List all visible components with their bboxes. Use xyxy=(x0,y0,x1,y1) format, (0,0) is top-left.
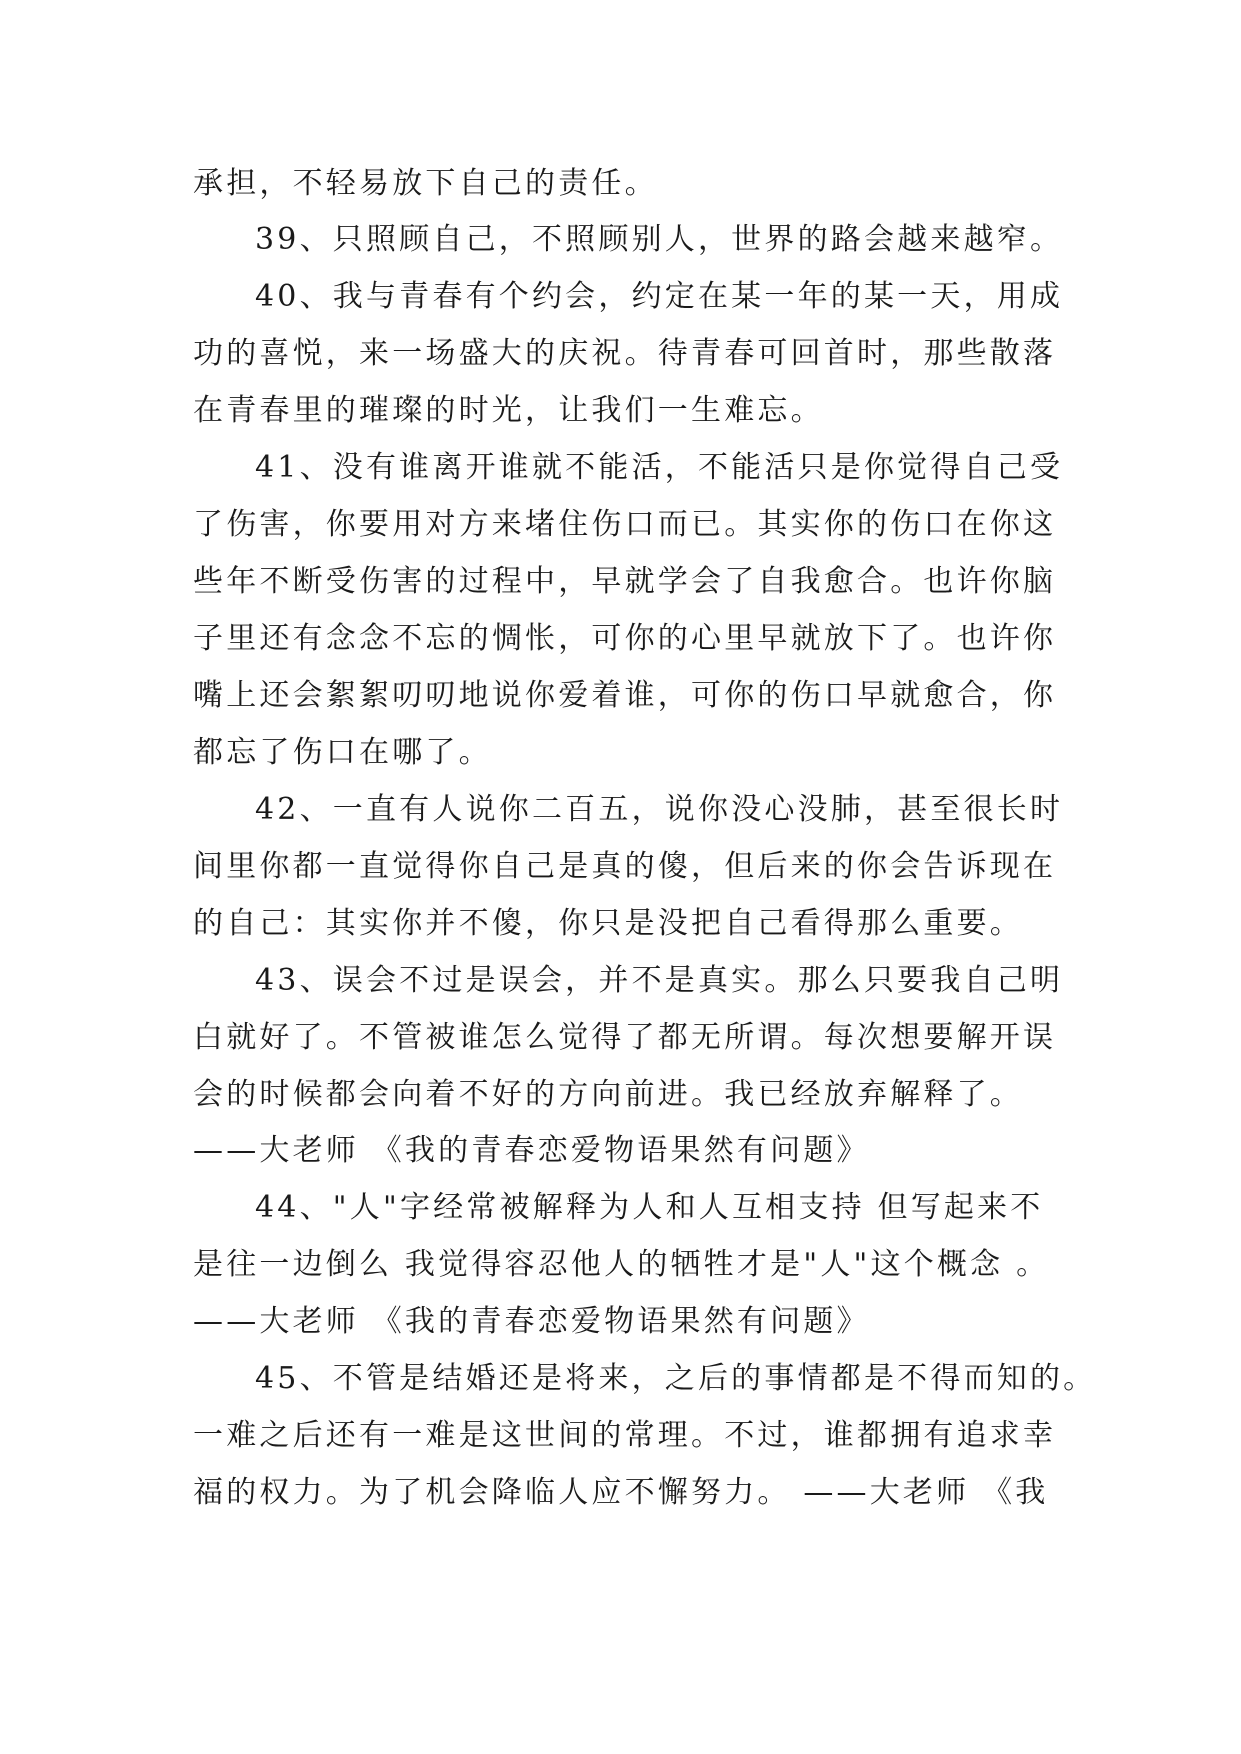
text-line: 39、只照顾自己，不照顾别人，世界的路会越来越窄。 xyxy=(255,222,1064,257)
text-line: 40、我与青春有个约会，约定在某一年的某一天，用成 xyxy=(255,279,1064,314)
text-line: 功的喜悦，来一场盛大的庆祝。待青春可回首时，那些散落 xyxy=(193,336,1057,371)
text-line: 了伤害，你要用对方来堵住伤口而已。其实你的伤口在你这 xyxy=(193,507,1057,542)
text-line: 是往一边倒么 我觉得容忍他人的牺牲才是"人"这个概念 。 xyxy=(193,1247,1050,1282)
text-line: 些年不断受伤害的过程中，早就学会了自我愈合。也许你脑 xyxy=(193,564,1057,599)
text-line: 子里还有念念不忘的惆怅，可你的心里早就放下了。也许你 xyxy=(193,621,1057,656)
text-line: 会的时候都会向着不好的方向前进。我已经放弃解释了。 xyxy=(193,1077,1023,1112)
text-line: 的自己：其实你并不傻，你只是没把自己看得那么重要。 xyxy=(193,906,1023,941)
text-line: 44、"人"字经常被解释为人和人互相支持 但写起来不 xyxy=(255,1190,1044,1225)
text-line: 白就好了。不管被谁怎么觉得了都无所谓。每次想要解开误 xyxy=(193,1020,1057,1055)
text-line: 45、不管是结婚还是将来，之后的事情都是不得而知的。 xyxy=(255,1361,1097,1396)
text-line: 都忘了伤口在哪了。 xyxy=(193,735,492,770)
text-line: 43、误会不过是误会，并不是真实。那么只要我自己明 xyxy=(255,963,1064,998)
text-line: 42、一直有人说你二百五，说你没心没肺，甚至很长时 xyxy=(255,792,1064,827)
text-line: 承担，不轻易放下自己的责任。 xyxy=(193,166,658,201)
text-line: 在青春里的璀璨的时光，让我们一生难忘。 xyxy=(193,393,824,428)
text-line: 一难之后还有一难是这世间的常理。不过，谁都拥有追求幸 xyxy=(193,1418,1057,1453)
text-line: 福的权力。为了机会降临人应不懈努力。 ——大老师 《我 xyxy=(193,1475,1049,1510)
text-line: 嘴上还会絮絮叨叨地说你爱着谁，可你的伤口早就愈合，你 xyxy=(193,678,1057,713)
text-line: ——大老师 《我的青春恋爱物语果然有问题》 xyxy=(193,1133,870,1168)
text-line: 间里你都一直觉得你自己是真的傻，但后来的你会告诉现在 xyxy=(193,849,1057,884)
text-line: ——大老师 《我的青春恋爱物语果然有问题》 xyxy=(193,1304,870,1339)
text-line: 41、没有谁离开谁就不能活，不能活只是你觉得自己受 xyxy=(255,450,1064,485)
